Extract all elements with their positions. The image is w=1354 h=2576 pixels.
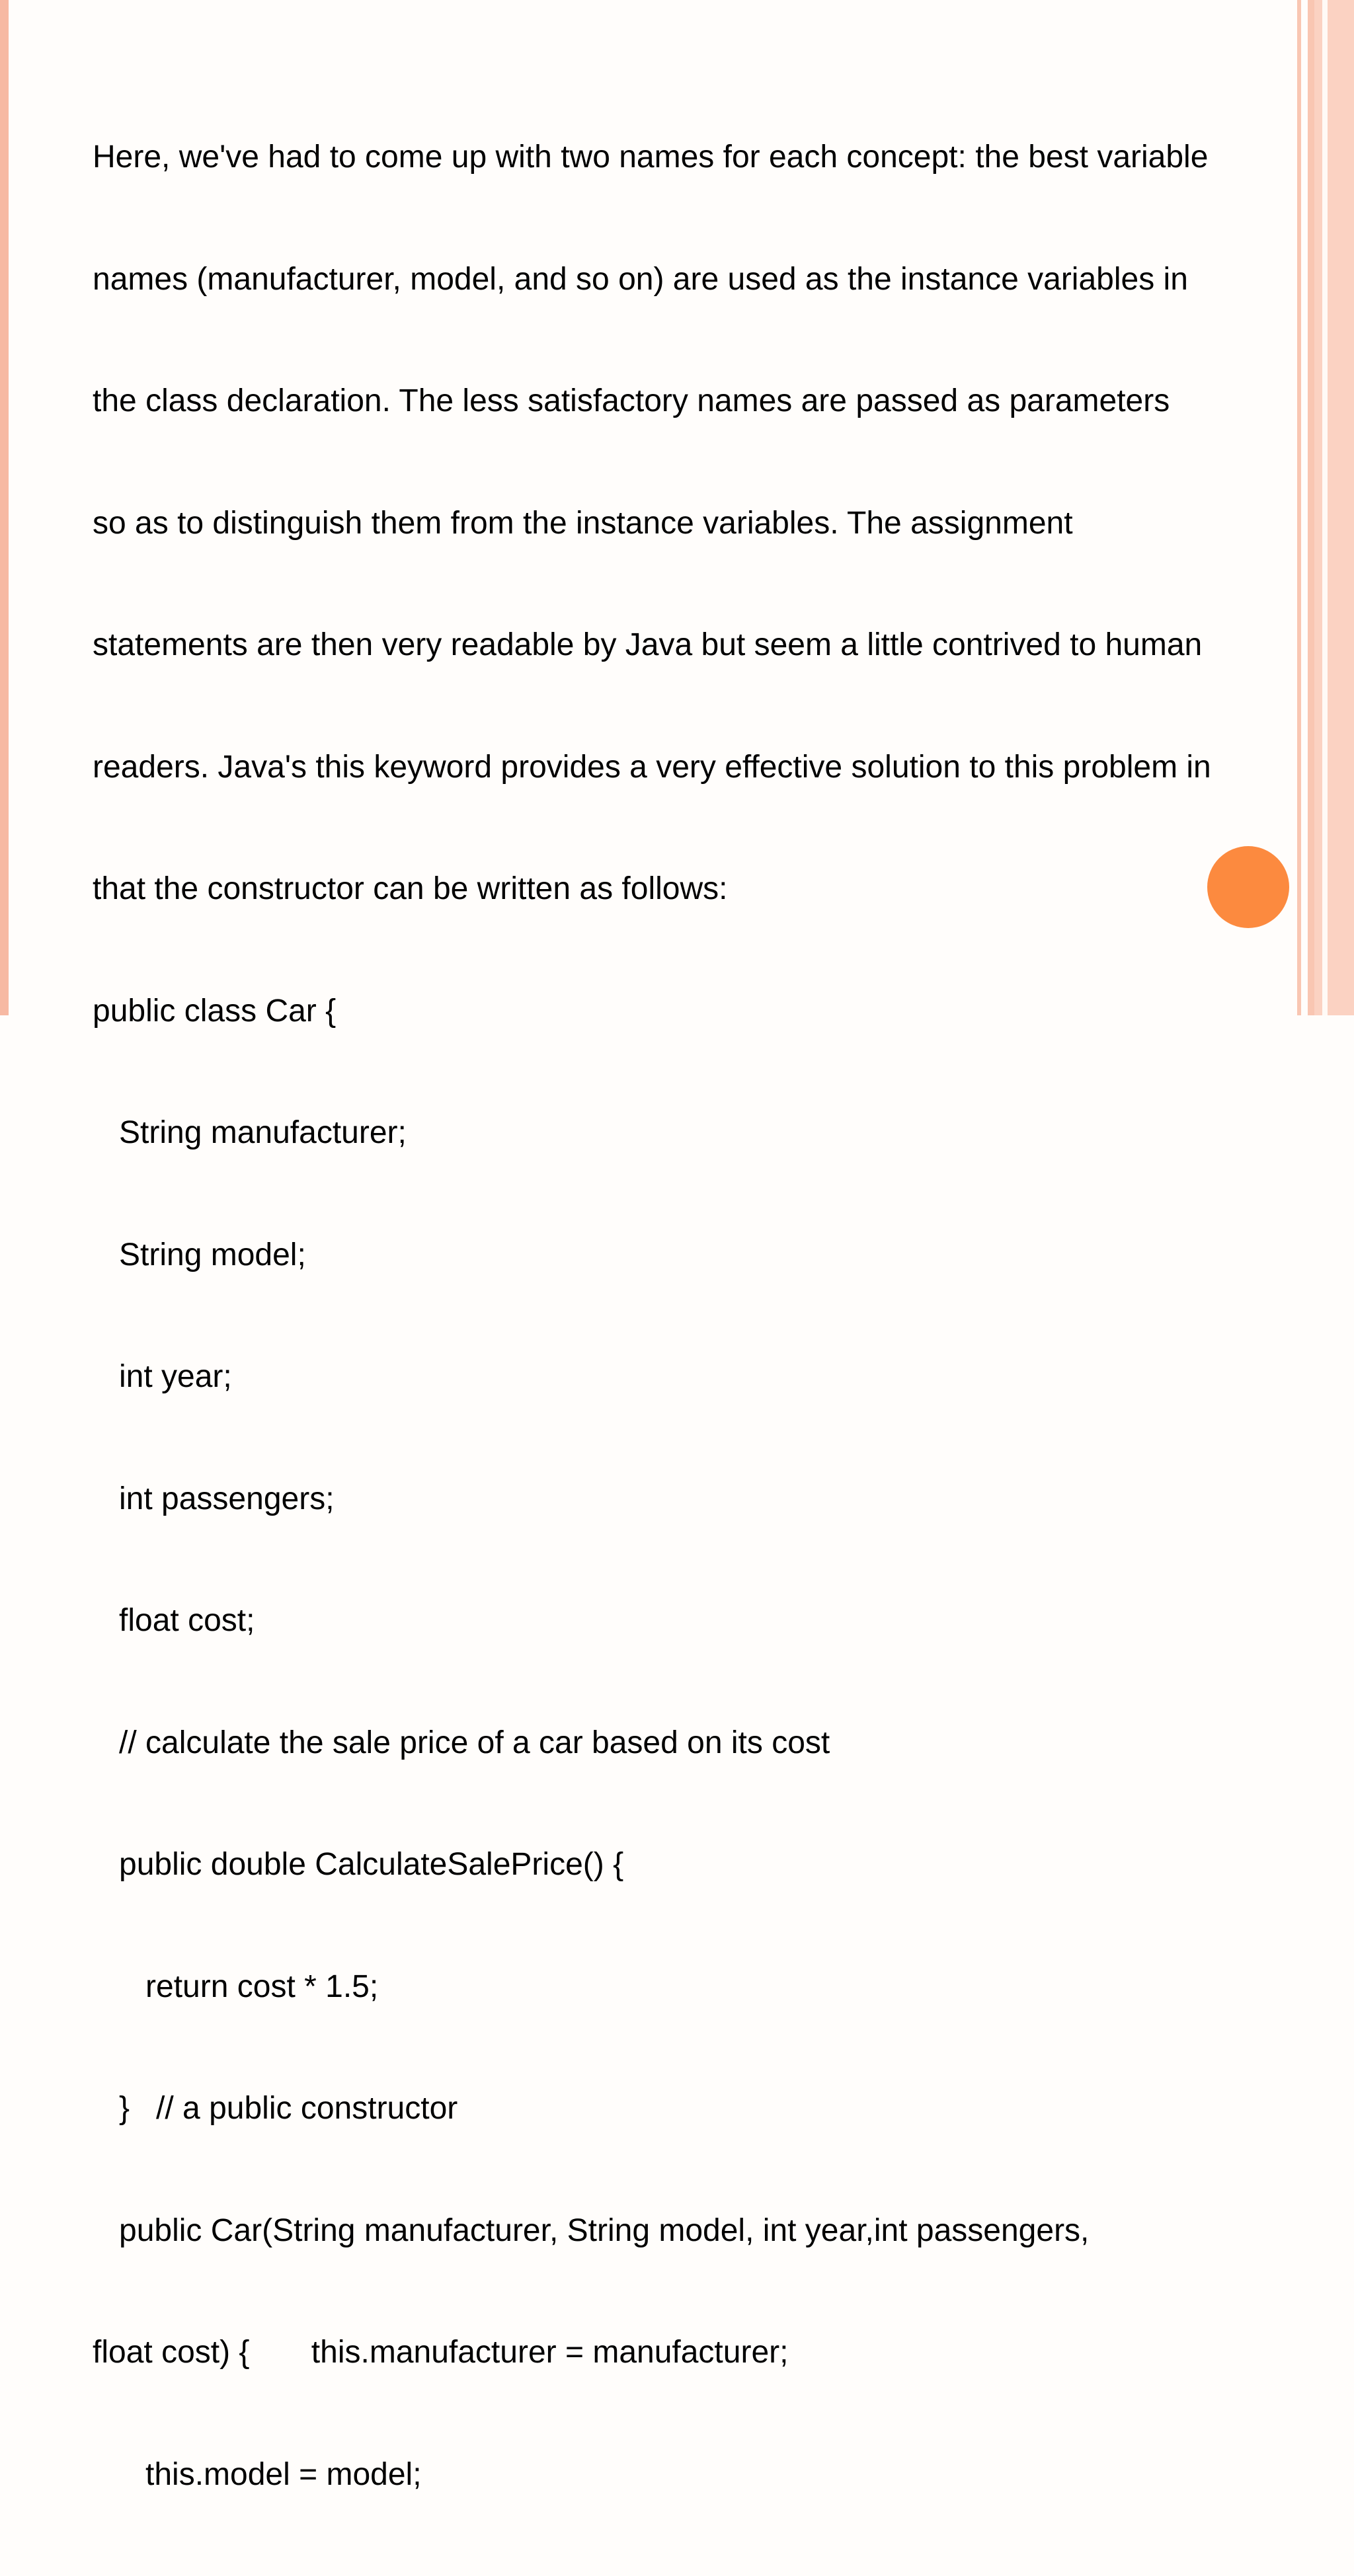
code-line: this.model = model; <box>93 2456 422 2492</box>
code-line: float cost; <box>93 1603 255 1638</box>
code-line: public Car(String manufacturer, String model, int year,int passengers, <box>93 2212 1090 2248</box>
body-line: statements are then very readable by Java but seem a little contrived to human <box>93 627 1203 662</box>
code-line: int passengers; <box>93 1481 335 1516</box>
code-comment-line: } // a public constructor <box>93 2091 458 2126</box>
right-border-strip <box>1308 0 1314 1015</box>
code-line: float cost) { this.manufacturer = manufacturer; <box>93 2335 789 2370</box>
code-line: String manufacturer; <box>93 1115 407 1150</box>
left-border-strip <box>0 0 9 1015</box>
code-line: String model; <box>93 1237 306 1272</box>
code-line: public class Car { <box>93 993 337 1029</box>
right-border-band <box>1314 0 1354 1015</box>
decorative-orange-circle <box>1207 846 1289 928</box>
code-line: return cost * 1.5; <box>93 1969 379 2004</box>
code-line: int year; <box>93 1359 232 1394</box>
body-line: Here, we've had to come up with two names for each concept: the best variable <box>93 139 1209 175</box>
body-line: the class declaration. The less satisfactory names are passed as parameters <box>93 383 1170 418</box>
body-line: that the constructor can be written as follows: <box>93 871 728 906</box>
body-line: names (manufacturer, model, and so on) are used as the instance variables in <box>93 261 1188 297</box>
body-line: readers. Java's this keyword provides a very effective solution to this problem in <box>93 749 1211 785</box>
slide-body-text <box>93 56 1296 2576</box>
right-border-gap <box>1301 0 1308 1015</box>
code-comment-line: // calculate the sale price of a car based on its cost <box>93 1725 830 1760</box>
code-line: public double CalculateSalePrice() { <box>93 1847 624 1882</box>
body-line: so as to distinguish them from the instance variables. The assignment <box>93 505 1073 541</box>
right-border-gap <box>1322 0 1328 1015</box>
